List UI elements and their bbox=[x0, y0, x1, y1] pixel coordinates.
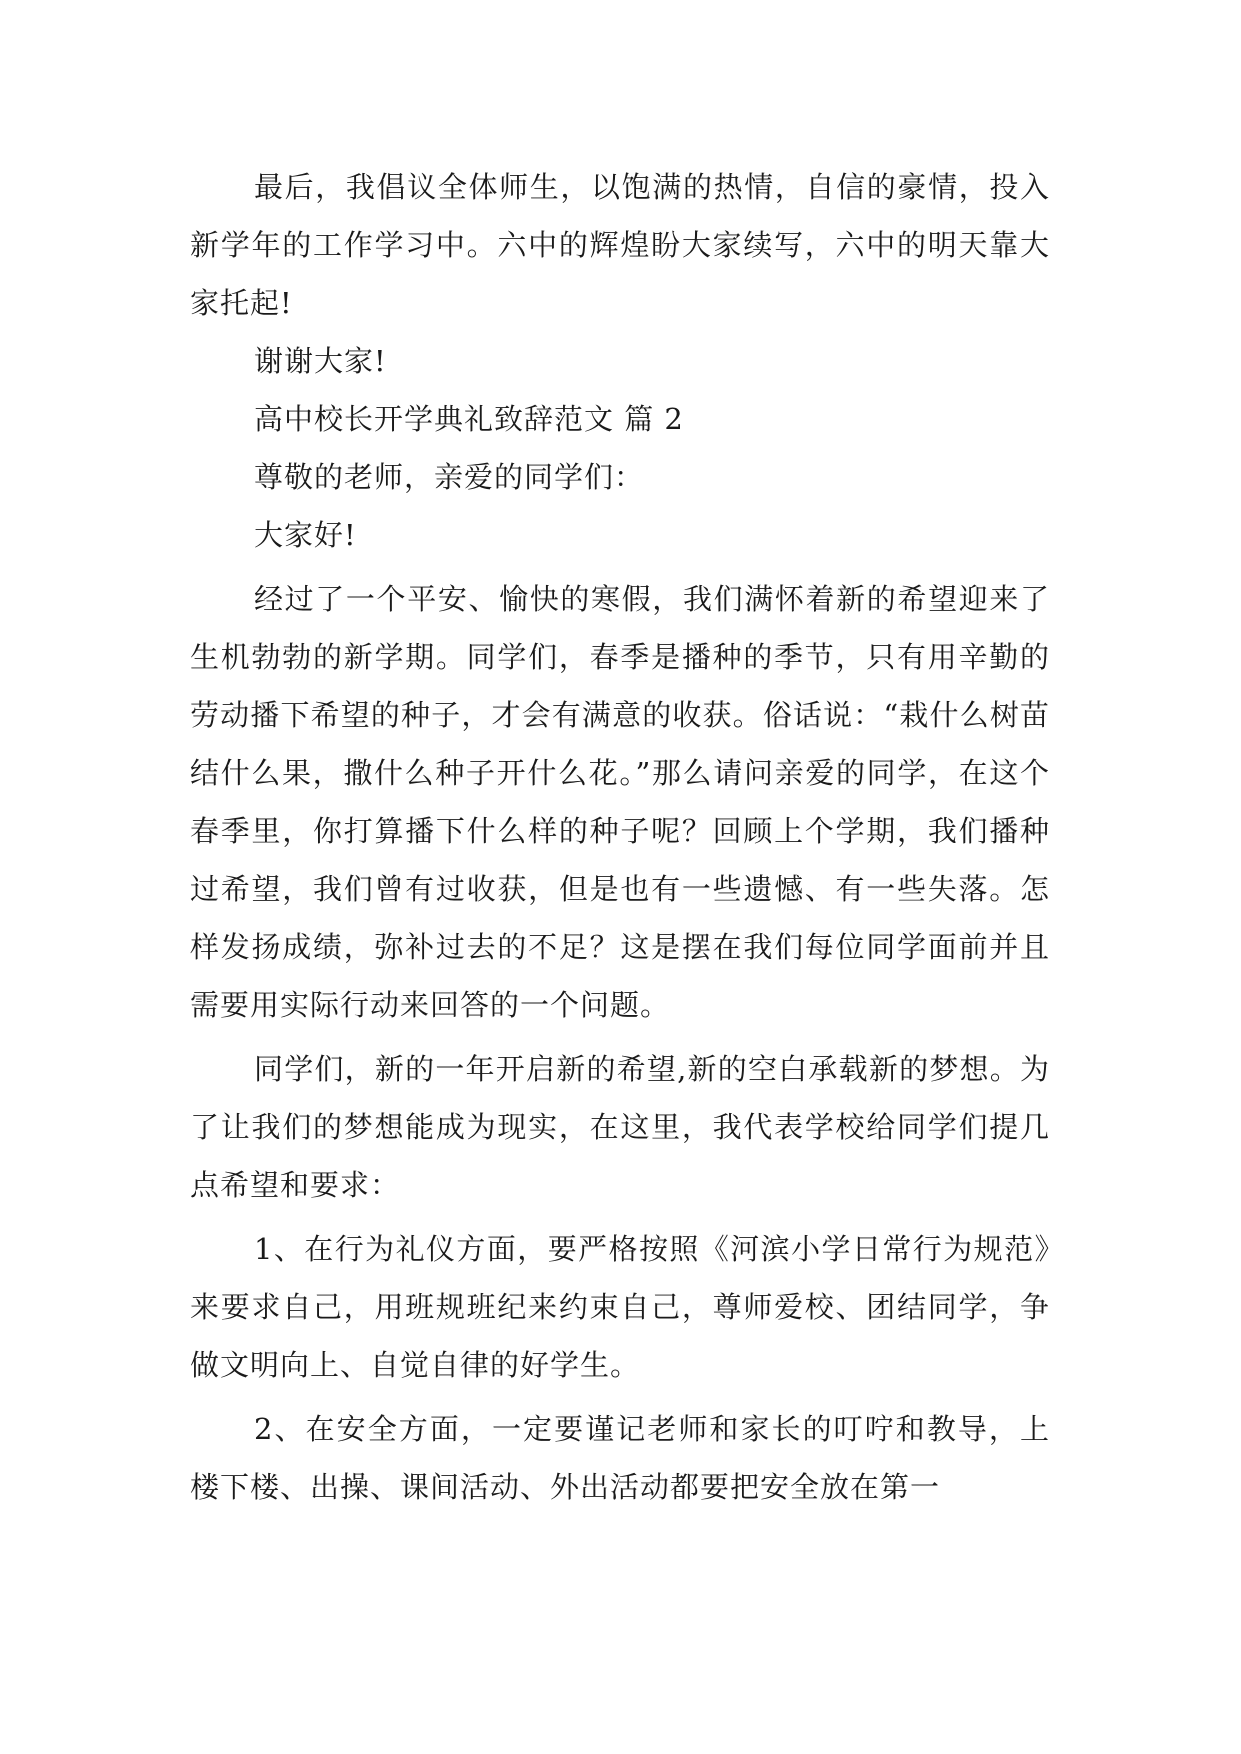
closing-paragraph: 最后，我倡议全体师生，以饱满的热情，自信的豪情，投入新学年的工作学习中。六中的辉煌盼大家续写，六中的明天靠大家托起! bbox=[190, 170, 1050, 320]
body-paragraph: 同学们，新的一年开启新的希望,新的空白承载新的梦想。为了让我们的梦想能成为现实，在这里，我代表学校给同学们提几点希望和要求： bbox=[190, 1052, 1050, 1202]
section-title: 高中校长开学典礼致辞范文 篇 2 bbox=[254, 402, 684, 436]
thanks-line: 谢谢大家! bbox=[254, 344, 387, 378]
document-body bbox=[190, 158, 1050, 1516]
greeting: 大家好! bbox=[254, 518, 357, 552]
list-item: 1、在行为礼仪方面，要严格按照《河滨小学日常行为规范》来要求自己，用班规班纪来约束自己，尊师爱校、团结同学，争做文明向上、自觉自律的好学生。 bbox=[190, 1232, 1050, 1382]
list-item: 2、在安全方面，一定要谨记老师和家长的叮咛和教导，上楼下楼、出操、课间活动、外出活动都要把安全放在第一 bbox=[190, 1412, 1050, 1504]
body-paragraph: 经过了一个平安、愉快的寒假，我们满怀着新的希望迎来了生机勃勃的新学期。同学们，春季是播种的季节，只有用辛勤的劳动播下希望的种子，才会有满意的收获。俗话说：“栽什么树苗结什么果，撒什么种子开什么花。”那么请问亲爱的同学，在这个春季里，你打算播下什么样的种子呢？回顾上个学期，我们播种过希望，我们曾有过收获，但是也有一些遗憾、有一些失落。怎样发扬成绩，弥补过去的不足？这是摆在我们每位同学面前并且需要用实际行动来回答的一个问题。 bbox=[190, 582, 1050, 1022]
salutation: 尊敬的老师，亲爱的同学们： bbox=[254, 460, 645, 494]
